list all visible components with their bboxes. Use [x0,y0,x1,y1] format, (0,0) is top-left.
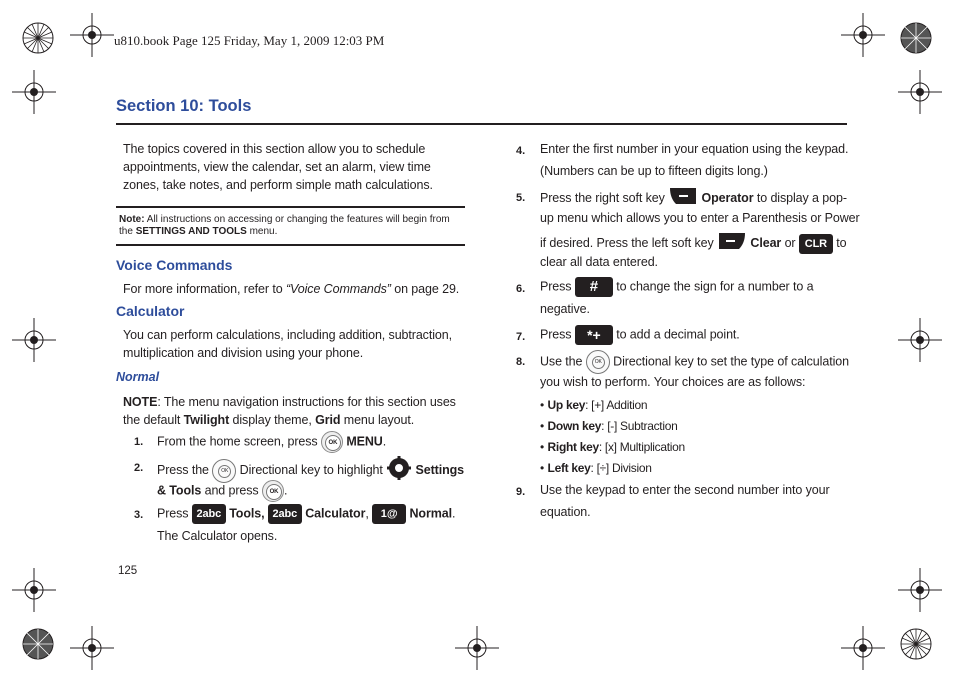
choice-up-value: : [+] Addition [585,398,648,412]
step-6-a: Press [540,279,575,294]
choice-down-key: Down key [547,419,602,433]
choice-down: • Down key: [-] Subtraction [540,419,678,433]
step-2-b: Directional key to highlight [236,462,387,477]
step-3-line-2: The Calculator opens. [157,529,278,543]
step-1-number: 1. [134,436,144,448]
step-5-line-2: up menu which allows you to enter a Parenthesis or Power [540,211,860,225]
twilight-label: Twilight [183,413,230,427]
step-4-line-2: (Numbers can be up to fifteen digits long.) [540,164,768,178]
step-2-a: Press the [157,462,213,477]
step-5-e: if desired. Press the left soft key [540,235,718,250]
normal-note-label: NOTE [123,395,158,409]
step-6-line-2: negative. [540,302,590,316]
star-key-icon: *+ [575,325,613,345]
corner-target-bottom-right [900,628,932,665]
ok-key-icon [321,431,343,453]
choice-down-value: : [-] Subtraction [601,419,678,433]
voice-post: on page 29. [390,282,460,296]
dir-key-label: OK [218,465,231,478]
step-5-line-4: clear all data entered. [540,255,658,269]
note-rule-top [116,206,465,208]
note-block [119,214,464,238]
note-rule-bottom [116,244,465,246]
clr-key-icon: CLR [799,234,833,254]
choice-left-key: Left key [547,461,591,475]
directional-key-icon [586,350,610,374]
intro-paragraph: The topics covered in this section allow you to schedule appointments, view the calendar, set an alarm, view time zones, take notes, and perform simple math calculations. [123,142,433,192]
registration-mark-top-right [841,13,885,57]
choice-right-value: : [x] Multiplication [598,440,685,454]
corner-target-top-right [900,22,932,59]
section-title: Section 10: Tools [116,97,252,115]
ok-key-label-2: OK [266,484,282,500]
voice-pre: For more information, refer to [123,282,286,296]
choice-left: • Left key: [÷] Division [540,461,652,475]
step-5-a: Press the right soft key [540,190,669,205]
grid-label: Grid [315,413,341,427]
normal-note-b: display theme, [229,413,316,427]
calculator-text: You can perform calculations, including addition, subtraction, multiplication and division using your phone. [123,328,452,360]
normal-heading: Normal [116,370,160,384]
note-label: Note: [119,214,145,225]
directional-key-icon [212,459,236,483]
registration-mark-left-upper [12,70,56,114]
step-6-b: to change the sign for a number to a [616,279,814,294]
step-2-number: 2. [134,462,144,474]
step-7-a: Press [540,327,575,342]
step-1-a: From the home screen, press [157,434,321,449]
step-9-line-2: equation. [540,505,591,519]
ok-key-icon [262,480,284,502]
step-7-number: 7. [516,331,526,343]
step-5-h: to [832,235,847,250]
key-2abc-icon: 2abc [268,504,302,524]
note-bold: SETTINGS AND TOOLS [135,226,247,237]
registration-mark-bottom-right [841,626,885,670]
normal-note-c: menu layout. [340,413,415,427]
step-6-number: 6. [516,283,526,295]
step-8-line-1 [540,350,849,374]
settings-label: Settings [415,462,465,477]
registration-mark-right-middle [898,318,942,362]
menu-label: MENU [346,434,383,449]
step-2-f: . [283,483,288,498]
choice-up-key: Up key [547,398,586,412]
registration-mark-left-lower [12,568,56,612]
normal-note-a: : The menu navigation instructions for this section uses the default [123,395,456,427]
step-3-number: 3. [134,509,144,521]
step-1-text [157,431,386,453]
step-2-e: and press [201,483,262,498]
normal-step-label: Normal [409,506,452,521]
step-3-a: Press [157,506,192,521]
note-text: All instructions on accessing or changing the features will begin from the [119,214,450,237]
registration-mark-right-lower [898,568,942,612]
step-4-number: 4. [516,145,526,157]
choice-right-key: Right key [547,440,599,454]
step-9-number: 9. [516,486,526,498]
voice-commands-heading: Voice Commands [116,257,233,273]
tools-step-label: Tools, [229,506,265,521]
step-9-line-1: Use the keypad to enter the second number into your [540,483,830,497]
step-2-line-2 [157,480,287,502]
clear-label: Clear [750,235,782,250]
step-4-line-1: Enter the first number in your equation using the keypad. [540,142,849,156]
choice-right: • Right key: [x] Multiplication [540,440,685,454]
step-6-line-1 [540,277,813,297]
hash-key-icon: # [575,277,613,297]
dir-key-label-2: OK [592,356,605,369]
calculator-heading: Calculator [116,303,185,319]
step-5-number: 5. [516,192,526,204]
step-8-a: Use the [540,354,586,369]
normal-note [123,393,468,429]
registration-mark-right-upper [898,70,942,114]
key-1-icon: 1@ [372,504,406,524]
registration-mark-bottom-left [70,626,114,670]
step-5-line-1 [540,186,847,211]
step-3-line-1 [157,504,455,524]
page-number: 125 [118,565,138,577]
step-7-line-1 [540,325,740,345]
corner-target-bottom-left [22,628,54,665]
right-soft-key-icon [668,186,698,211]
step-3-comma: , [365,506,369,521]
corner-target-top-left [22,22,54,59]
step-5-or: or [781,235,799,250]
tools-label: & Tools [157,483,202,498]
step-5-c: to display a pop- [753,190,847,205]
step-8-line-2: you wish to perform. Your choices are as follows: [540,375,806,389]
print-header: u810.book Page 125 Friday, May 1, 2009 12:03 PM [114,33,385,48]
step-7-b: to add a decimal point. [616,327,740,342]
key-2abc-icon: 2abc [192,504,226,524]
registration-mark-top-left [70,13,114,57]
step-3-period: . [451,506,456,521]
calculator-step-label: Calculator [305,506,366,521]
step-1-c: . [382,434,387,449]
left-soft-key-icon [717,231,747,256]
ok-key-label: OK [325,435,341,451]
voice-commands-text [123,280,459,298]
step-8-b: Directional key to set the type of calculation [609,354,849,369]
choice-left-value: : [÷] Division [590,461,652,475]
operator-label: Operator [701,190,754,205]
registration-mark-bottom-center [455,626,499,670]
step-8-number: 8. [516,356,526,368]
registration-mark-left-middle [12,318,56,362]
note-tail: menu. [246,226,278,237]
choice-up: • Up key: [+] Addition [540,398,648,412]
voice-commands-link[interactable]: “Voice Commands” [285,282,391,296]
title-rule [116,123,847,125]
settings-gear-icon [386,456,412,485]
